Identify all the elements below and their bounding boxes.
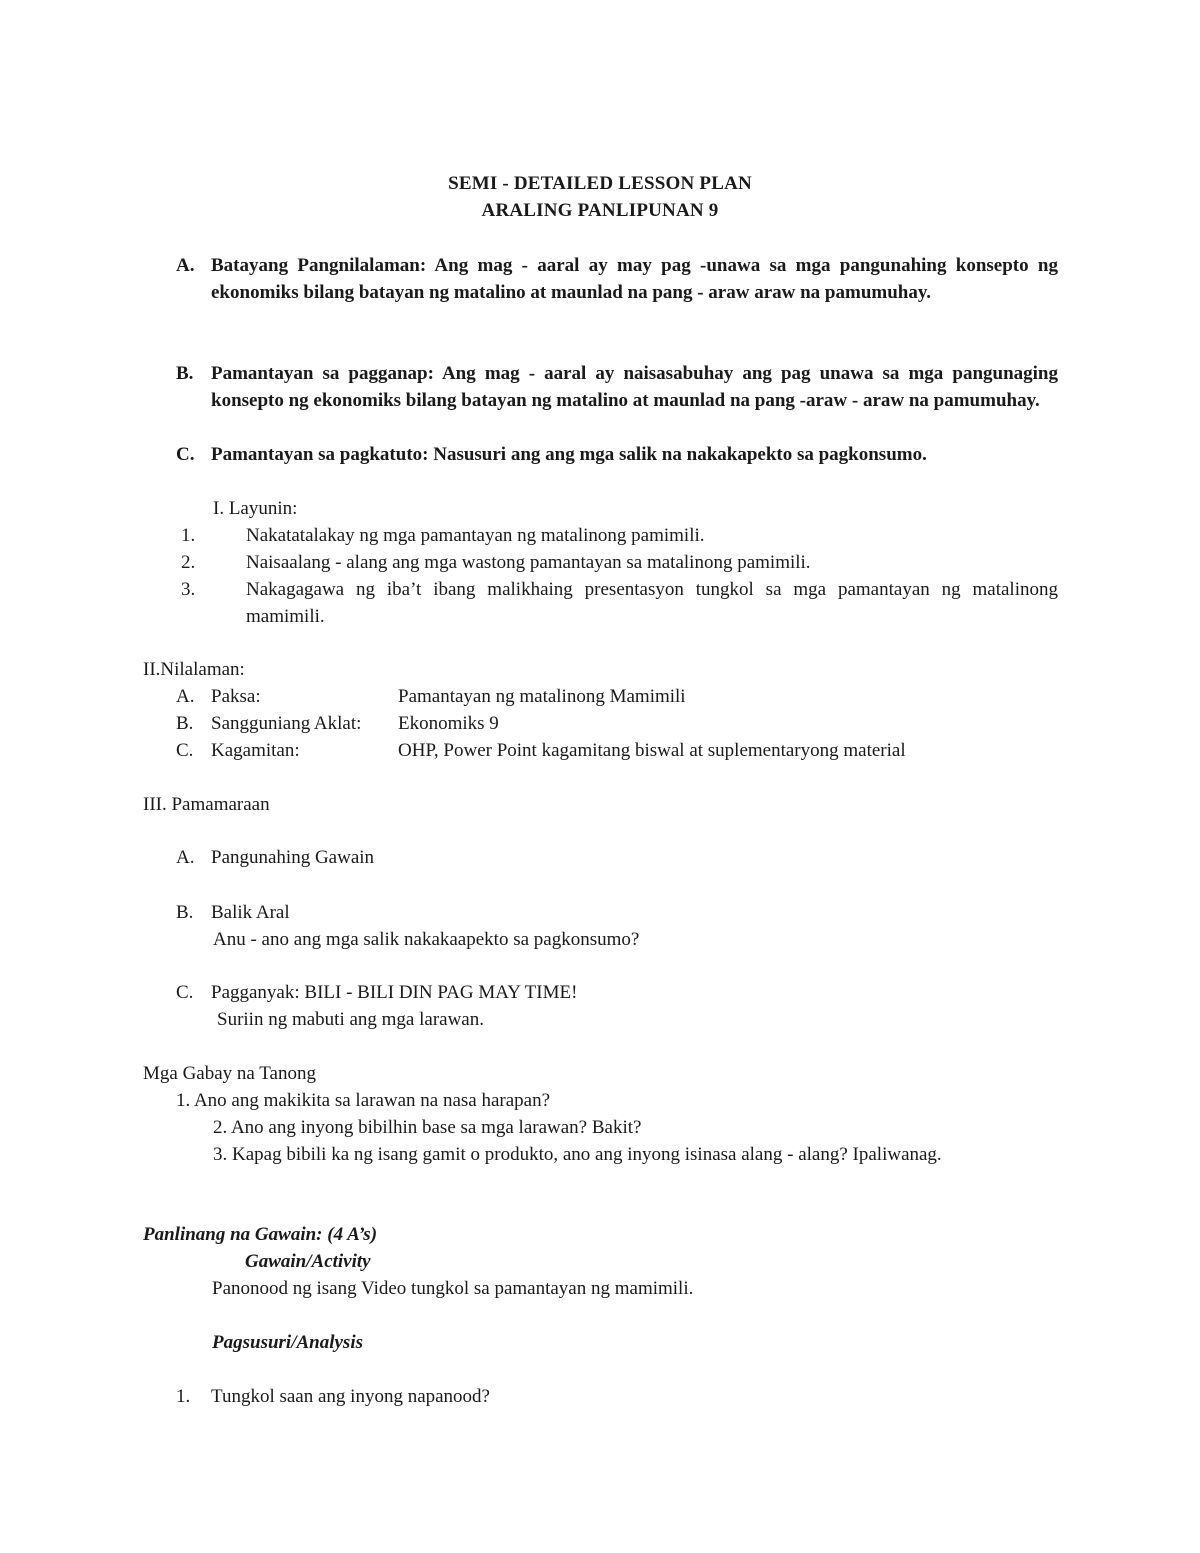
nilalaman-paksa-label: Paksa: <box>211 686 261 707</box>
pamamaraan-c-subtext: Suriin ng mabuti ang mga larawan. <box>217 1009 484 1030</box>
layunin-item-1-number: 1. <box>181 525 196 546</box>
layunin-item-3-text: Nakagagawa ng iba’t ibang malikhaing presentasyon tungkol sa mga pamantayan ng matalinong mamimili. <box>246 579 1058 627</box>
gabay-question-1: 1. Ano ang makikita sa larawan na nasa harapan? <box>176 1090 551 1111</box>
nilalaman-paksa-value: Pamantayan ng matalinong Mamimili <box>398 686 686 707</box>
standard-c-text: Pamantayan sa pagkatuto: Nasusuri ang ang mga salik na nakakapekto sa pagkonsumo. <box>211 444 927 465</box>
nilalaman-kagamitan-value: OHP, Power Point kagamitang biswal at suplementaryong material <box>398 740 906 761</box>
layunin-heading: I. Layunin: <box>213 498 298 519</box>
pamamaraan-c-text: Pagganyak: BILI - BILI DIN PAG MAY TIME! <box>211 982 578 1003</box>
pamamaraan-b-letter: B. <box>176 902 194 923</box>
gabay-heading: Mga Gabay na Tanong <box>143 1063 316 1084</box>
nilalaman-a-letter: A. <box>176 686 195 707</box>
pamamaraan-heading: III. Pamamaraan <box>143 794 270 815</box>
standard-b-text: Pamantayan sa pagganap: Ang mag - aaral ay naisasabuhay ang pag unawa sa mga pangunaging konsepto ng ekonomiks bilang batayan ng matalino at maunlad na pang -araw - araw na pamumuhay. <box>211 363 1058 411</box>
pamamaraan-b-subtext: Anu - ano ang mga salik nakakaapekto sa pagkonsumo? <box>213 929 640 950</box>
nilalaman-aklat-label: Sangguniang Aklat: <box>211 713 362 734</box>
layunin-item-2-text: Naisaalang - alang ang mga wastong pamantayan sa matalinong pamimili. <box>246 552 811 573</box>
layunin-item-1-text: Nakatatalakay ng mga pamantayan ng matalinong pamimili. <box>246 525 705 546</box>
nilalaman-heading: II.Nilalaman: <box>143 659 245 680</box>
panlinang-heading: Panlinang na Gawain: (4 A’s) <box>143 1224 378 1245</box>
pamamaraan-a-text: Pangunahing Gawain <box>211 847 375 868</box>
gawain-heading: Gawain/Activity <box>245 1251 371 1272</box>
gabay-question-3: 3. Kapag bibili ka ng isang gamit o produkto, ano ang inyong isinasa alang - alang? Ipaliwanag. <box>213 1144 942 1165</box>
nilalaman-aklat-value: Ekonomiks 9 <box>398 713 499 734</box>
pamamaraan-c-letter: C. <box>176 982 194 1003</box>
layunin-item-3-number: 3. <box>181 579 196 600</box>
pagsusuri-heading: Pagsusuri/Analysis <box>212 1332 363 1353</box>
nilalaman-b-letter: B. <box>176 713 194 734</box>
gawain-text: Panonood ng isang Video tungkol sa pamantayan ng mamimili. <box>212 1278 694 1299</box>
nilalaman-kagamitan-label: Kagamitan: <box>211 740 300 761</box>
gabay-question-2: 2. Ano ang inyong bibilhin base sa mga larawan? Bakit? <box>213 1117 642 1138</box>
pamamaraan-b-text: Balik Aral <box>211 902 290 923</box>
pagsusuri-question-1-number: 1. <box>176 1386 191 1407</box>
pagsusuri-question-1-text: Tungkol saan ang inyong napanood? <box>211 1386 490 1407</box>
document-title: SEMI - DETAILED LESSON PLAN <box>448 173 752 194</box>
standard-b-letter: B. <box>176 363 194 384</box>
standard-a-text: Batayang Pangnilalaman: Ang mag - aaral ay may pag -unawa sa mga pangunahing konsepto ng ekonomiks bilang batayan ng matalino at maunlad na pang - araw araw na pamumuhay. <box>211 255 1058 303</box>
layunin-item-2-number: 2. <box>181 552 196 573</box>
document-subtitle: ARALING PANLIPUNAN 9 <box>481 200 719 221</box>
pamamaraan-a-letter: A. <box>176 847 195 868</box>
standard-a-letter: A. <box>176 255 195 276</box>
standard-c-letter: C. <box>176 444 195 465</box>
nilalaman-c-letter: C. <box>176 740 194 761</box>
